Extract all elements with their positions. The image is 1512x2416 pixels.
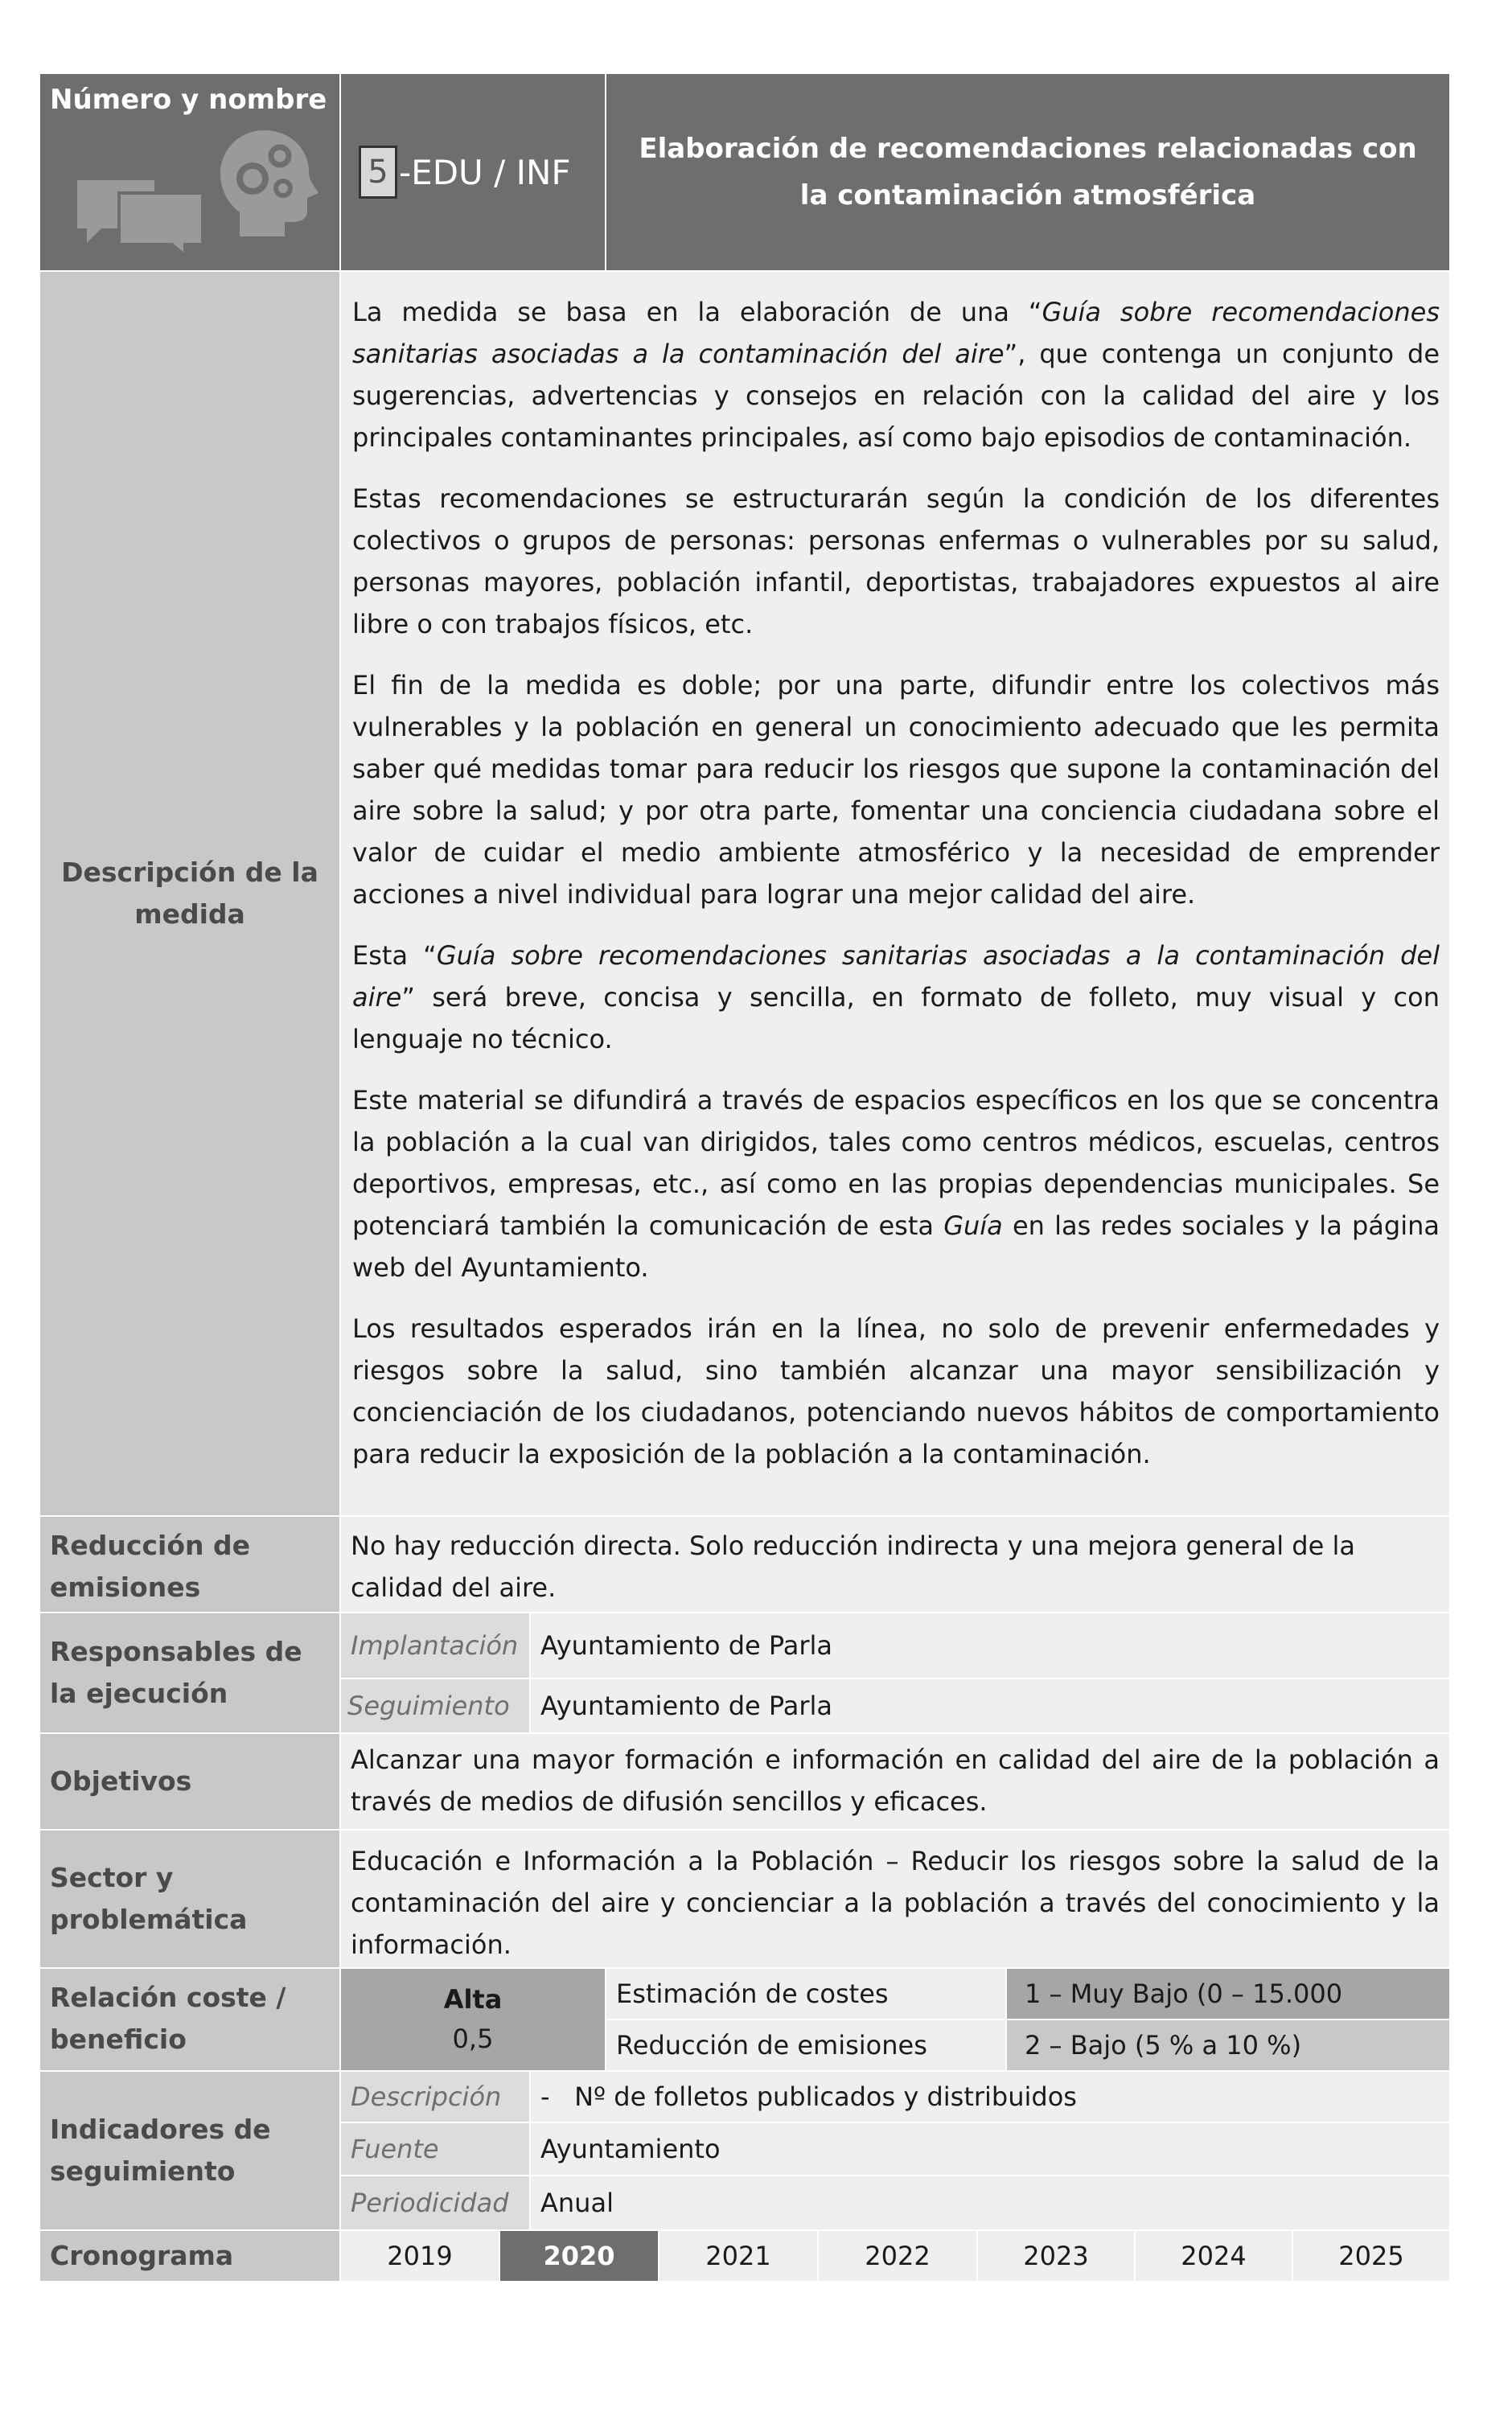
description-text — [341, 272, 1449, 1515]
indicadores-label-cell — [40, 2072, 339, 2229]
indicadores-label: Indicadores de seguimiento — [50, 2114, 271, 2187]
description-paragraph-6: Los resultados esperados irán en la línea, no solo de prevenir enfermedades y riesgos sobre la salud, sino también alcanzar una mayor sensibilización y concienciación de los ciudadanos, potenciando nuevos hábitos de comportamiento para reducir la exposición de la población a la contaminación. — [352, 1313, 1440, 1469]
sector-label: Sector y problemática — [50, 1862, 248, 1935]
coste-ratio: 0,5 — [452, 2024, 494, 2054]
year-2021: 2021 — [659, 2231, 817, 2281]
description-paragraph-2: Estas recomendaciones se estructurarán según la condición de los diferentes colectivos o grupos de personas: personas enfermas o vulnerables por su salud, personas mayores, población infantil, deportistas, trabajadores expuestos al aire libre o con trabajos físicos, etc. — [352, 483, 1440, 639]
fuente-label: Fuente — [341, 2123, 529, 2175]
description-paragraph-3: El fin de la medida es doble; por una parte, difundir entre los colectivos más vulnerables y la población en general un conocimiento adecuado que les permita saber qué medidas tomar para reducir los riesgos que supone la contaminación del aire sobre la salud; y por otra parte, fomentar una conciencia ciudadana sobre el valor de cuidar el medio ambiente atmosférico y la necesidad de emprender acciones a nivel individual para lograr una mejor calidad del aire. — [352, 670, 1440, 910]
description-label-cell — [40, 272, 339, 1515]
year-2025: 2025 — [1293, 2231, 1449, 2281]
estimacion-value: 1 – Muy Bajo (0 – 15.000 — [1007, 1969, 1449, 2019]
header-number-cell — [341, 74, 605, 270]
sector-label-cell — [40, 1830, 339, 1967]
year-2023: 2023 — [978, 2231, 1134, 2281]
year-2022: 2022 — [819, 2231, 976, 2281]
header-title-cell — [606, 74, 1449, 270]
objetivos-label: Objetivos — [50, 1765, 192, 1797]
description-paragraph-5: Este material se difundirá a través de espacios específicos en los que se concentra la población a la cual van dirigidos, tales como centros médicos, escuelas, centros deportivos, empresas, etc., así como en las propias dependencias municipales. Se potenciará también la comunicación de esta Guía en las redes sociales y la página web del Ayuntamiento. — [352, 1085, 1440, 1283]
header-label-cell — [40, 74, 339, 270]
implantacion-value: Ayuntamiento de Parla — [531, 1613, 1449, 1678]
cronograma-label: Cronograma — [50, 2240, 234, 2271]
description-paragraph-1: La medida se basa en la elaboración de una “Guía sobre recomendaciones sanitarias asociadas a la contaminación del aire”, que contenga un conjunto de sugerencias, advertencias y consejos en relación con la calidad del aire y los principales contaminantes principales, así como bajo episodios de contaminación. — [352, 297, 1440, 453]
objetivos-value: Alcanzar una mayor formación e información en calidad del aire de la población a través de medios de difusión sencillos y eficaces. — [341, 1734, 1449, 1829]
description-paragraph-4: Esta “Guía sobre recomendaciones sanitarias asociadas a la contaminación del aire” será breve, concisa y sencilla, en formato de folleto, muy visual y con lenguaje no técnico. — [352, 940, 1440, 1054]
cronograma-label-cell — [40, 2231, 339, 2281]
emissions-label-cell — [40, 1517, 339, 1612]
header-label: Número y nombre — [50, 84, 327, 116]
seguimiento-label: Seguimiento — [341, 1679, 529, 1732]
reduccion-value: 2 – Bajo (5 % a 10 %) — [1007, 2020, 1449, 2070]
descripcion-label: Descripción — [341, 2072, 529, 2122]
year-2024: 2024 — [1136, 2231, 1292, 2281]
measure-number: 5 — [359, 146, 397, 199]
measure-title: Elaboración de recomendaciones relacionadas con la contaminación atmosférica — [639, 133, 1417, 212]
coste-rating-cell — [341, 1969, 605, 2070]
responsables-label: Responsables de la ejecución — [50, 1636, 302, 1709]
periodicidad-label: Periodicidad — [341, 2176, 529, 2229]
implantacion-label: Implantación — [341, 1613, 529, 1678]
objetivos-label-cell — [40, 1734, 339, 1829]
responsables-label-cell — [40, 1613, 339, 1732]
coste-label: Relación coste / beneficio — [50, 1982, 286, 2055]
periodicidad-value: Anual — [531, 2176, 1449, 2229]
year-2020: 2020 — [500, 2231, 658, 2281]
reduccion-label: Reducción de emisiones — [606, 2020, 1005, 2070]
speech-bubbles-icon — [72, 169, 209, 257]
description-label: Descripción de la medida — [61, 857, 318, 930]
year-2019: 2019 — [341, 2231, 499, 2281]
emissions-label: Reducción de emisiones — [50, 1530, 250, 1603]
seguimiento-value: Ayuntamiento de Parla — [531, 1679, 1449, 1732]
measure-code: -EDU / INF — [399, 152, 571, 192]
sector-value: Educación e Información a la Población – Reducir los riesgos sobre la salud de la contaminación del aire y concienciar a la población a través del conocimiento y la información. — [341, 1830, 1449, 1967]
descripcion-value: - Nº de folletos publicados y distribuidos — [531, 2072, 1449, 2122]
coste-label-cell — [40, 1969, 339, 2070]
coste-rating: Alta — [443, 1984, 503, 2015]
estimacion-label: Estimación de costes — [606, 1969, 1005, 2019]
head-gears-icon — [217, 124, 322, 236]
emissions-value: No hay reducción directa. Solo reducción indirecta y una mejora general de la calidad del aire. — [341, 1517, 1449, 1612]
fuente-value: Ayuntamiento — [531, 2123, 1449, 2175]
